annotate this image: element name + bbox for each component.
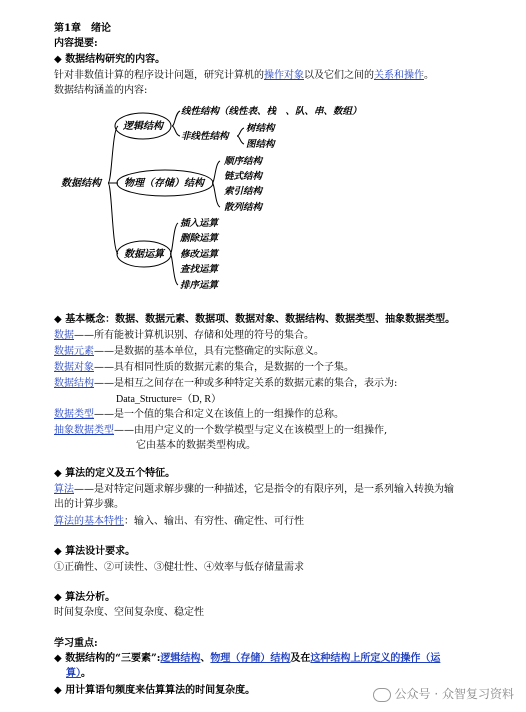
algo-def-line2: 出的计算步骤。 — [54, 499, 124, 510]
link-data-object[interactable]: 数据对象 — [54, 362, 94, 373]
tree-phys-item: 索引结构 — [224, 186, 263, 197]
s1-heading-text: 数据结构研究的内容。 — [65, 54, 166, 65]
concept-def: ——所有能被计算机识别、存储和处理的符号的集合。 — [74, 330, 314, 341]
bullet-icon: ◆ — [54, 592, 62, 603]
key-p1-text: 数据结构的“三要素”: — [65, 653, 161, 664]
concept-row — [54, 345, 324, 358]
s5-body: 时间复杂度、空间复杂度、稳定性 — [54, 607, 204, 618]
tree-op-item: 插入运算 — [180, 218, 219, 229]
key-point-1-cont — [66, 667, 91, 680]
wechat-logo-icon — [373, 688, 391, 702]
bullet-icon: ◆ — [54, 314, 62, 325]
link-data-element[interactable]: 数据元素 — [54, 346, 94, 357]
chapter-title: 第1章 绪论 — [54, 23, 111, 34]
key-p1-text-b: 及在 — [290, 653, 311, 664]
concept-def: ——由用户定义的一个数学模型与定义在该模型上的一组操作, — [114, 425, 388, 436]
concept-def: ——是相互之间存在一种或多种特定关系的数据元素的集合，表示为: — [94, 378, 398, 389]
concept-def: ——是一个值的集合和定义在该值上的一组操作的总称。 — [94, 409, 344, 420]
algo-features-text: ：输入、输出、有穷性、确定性、可行性 — [124, 516, 304, 527]
tree-op-item: 修改运算 — [180, 249, 219, 260]
tree-op-item: 排序运算 — [180, 280, 219, 291]
concept-row — [54, 424, 387, 437]
adt-continuation: 它由基本的数据类型构成。 — [136, 440, 256, 451]
key-p1-end: 。 — [81, 668, 91, 679]
tree-phys-item: 散列结构 — [224, 202, 263, 213]
tree-physical: 物理（存储）结构 — [124, 178, 204, 189]
concept-row — [54, 408, 344, 421]
s1-line1-text-c: 。 — [424, 70, 434, 81]
tree-nonlinear: 非线性结构 — [181, 131, 229, 142]
s1-line1-text-a: 针对非数值计算的程序设计问题，研究计算机的 — [54, 70, 264, 81]
link-algorithm[interactable]: 算法 — [54, 484, 74, 495]
section-summary-label: 内容提要: — [54, 38, 98, 49]
bullet-icon: ◆ — [54, 546, 62, 557]
tree-root: 数据结构 — [61, 178, 101, 189]
link-defined-ops[interactable]: 这种结构上所定义的操作（运 — [310, 653, 441, 664]
link-physical-structure[interactable]: 物理（存储）结构 — [210, 653, 291, 664]
key-p1-sep: 、 — [200, 653, 211, 664]
bullet-icon: ◆ — [54, 685, 62, 696]
s4-body: ①正确性、②可读性、③健壮性、④效率与低存储量需求 — [54, 562, 304, 573]
s5-heading — [54, 591, 115, 604]
algo-def-text: ——是对特定问题求解步骤的一种描述，它是指令的有限序列，是一系列输入转换为输 — [74, 484, 454, 495]
bullet-icon: ◆ — [54, 54, 62, 65]
key-point-1 — [54, 652, 440, 665]
tree-tree-struct: 树结构 — [246, 123, 275, 134]
s3-heading — [54, 467, 175, 480]
concept-row — [54, 377, 397, 390]
link-logical-structure[interactable]: 逻辑结构 — [160, 653, 201, 664]
algo-def-line1 — [54, 483, 454, 496]
tree-op-item: 查找运算 — [180, 264, 219, 275]
s1-line2: 数据结构涵盖的内容: — [54, 85, 148, 96]
bullet-icon: ◆ — [54, 653, 62, 664]
key-p2-text: 用计算语句频度来估算算法的时间复杂度。 — [65, 685, 256, 696]
link-relations-ops[interactable]: 关系和操作 — [374, 70, 424, 81]
concept-def: ——是数据的基本单位，具有完整确定的实际意义。 — [94, 346, 324, 357]
link-data-structure[interactable]: 数据结构 — [54, 378, 94, 389]
s5-heading-text: 算法分析。 — [65, 592, 116, 603]
s2-heading — [54, 313, 455, 326]
concept-row — [54, 361, 354, 374]
concept-row — [54, 329, 314, 342]
key-heading: 学习重点: — [54, 638, 98, 649]
algo-features — [54, 515, 304, 528]
tree-graph-struct: 图结构 — [246, 139, 275, 150]
tree-linear: 线性结构（线性表、栈 、队、串、数组） — [181, 106, 362, 117]
tree-phys-item: 顺序结构 — [224, 156, 263, 167]
s1-line1-text-b: 以及它们之间的 — [304, 70, 374, 81]
bullet-icon: ◆ — [54, 468, 62, 479]
s3-heading-text: 算法的定义及五个特征。 — [65, 468, 176, 479]
link-defined-ops-cont[interactable]: 算） — [66, 668, 81, 679]
link-adt[interactable]: 抽象数据类型 — [54, 425, 114, 436]
link-algo-features[interactable]: 算法的基本特性 — [54, 516, 124, 527]
formula: Data_Structure=（D, R） — [116, 394, 222, 405]
link-data[interactable]: 数据 — [54, 330, 74, 341]
tree-op-item: 删除运算 — [180, 233, 219, 244]
tree-logical: 逻辑结构 — [123, 121, 163, 132]
key-point-2 — [54, 684, 255, 697]
watermark-text: 公众号 · 众智复习资料 — [394, 687, 514, 701]
link-data-type[interactable]: 数据类型 — [54, 409, 94, 420]
watermark — [373, 685, 514, 702]
tree-phys-item: 链式结构 — [224, 171, 263, 182]
tree-ops: 数据运算 — [124, 249, 164, 260]
s4-heading-text: 算法设计要求。 — [65, 546, 136, 557]
s2-heading-text: 基本概念：数据、数据元素、数据项、数据对象、数据结构、数据类型、抽象数据类型。 — [65, 314, 456, 325]
s4-heading — [54, 545, 135, 558]
concept-def: ——具有相同性质的数据元素的集合，是数据的一个子集。 — [94, 362, 354, 373]
link-operation-object[interactable]: 操作对象 — [264, 70, 304, 81]
